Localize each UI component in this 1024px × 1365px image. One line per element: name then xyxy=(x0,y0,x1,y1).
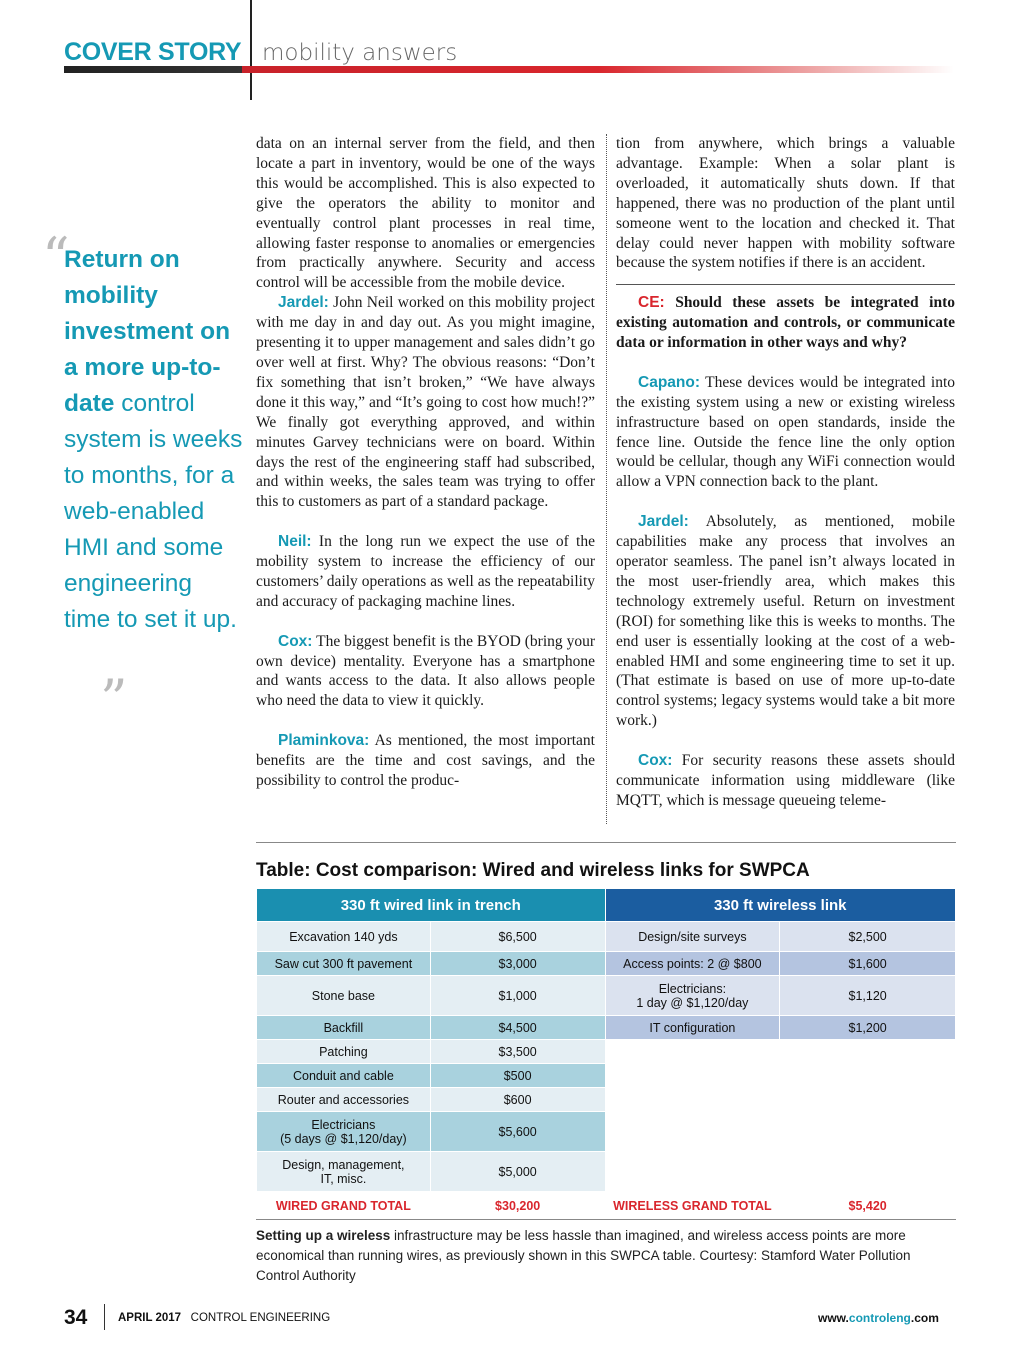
paragraph: Jardel: Absolutely, as mentioned, mobile capabilities make any process that involves an operator seamless. The panel isn’t always located in the most user-friendly area, which makes this technology extremely useful. Return on investment (ROI) for something like this is weeks to months. The end user is essentially looking at the cost of a web-enabled HMI and some engineering time to set it up. (That estimate is based on use of more up-to-date control systems; legacy systems would take a bit more work.) xyxy=(616,513,955,730)
empty-cell xyxy=(605,1088,780,1112)
speaker-name: Cox: xyxy=(638,752,673,770)
speaker-name: Neil: xyxy=(278,533,312,551)
wireless-total-label: WIRELESS GRAND TOTAL xyxy=(605,1192,780,1220)
speaker-name: Jardel: xyxy=(638,513,689,531)
cell: Conduit and cable xyxy=(257,1064,431,1088)
cell: $4,500 xyxy=(430,1016,605,1040)
footer-issue xyxy=(118,1312,330,1324)
paragraph: Neil: In the long run we expect the use of the mobility system to increase the efficiency of our customers’ daily operations as well as the repeatability and accuracy of packaging machine lines. xyxy=(256,533,595,610)
cell: $3,500 xyxy=(430,1040,605,1064)
cell: $5,000 xyxy=(430,1152,605,1192)
empty-cell xyxy=(780,1152,956,1192)
speaker-name: Jardel: xyxy=(278,294,329,312)
table-row xyxy=(257,922,956,952)
empty-cell xyxy=(780,1112,956,1152)
table-row xyxy=(257,1112,956,1152)
cell: Design/site surveys xyxy=(605,922,780,952)
cell: $1,120 xyxy=(780,976,956,1016)
header-wireless: 330 ft wireless link xyxy=(605,889,956,922)
wired-total-value: $30,200 xyxy=(430,1192,605,1220)
table-row xyxy=(257,976,956,1016)
speaker-name: Cox: xyxy=(278,632,313,650)
empty-cell xyxy=(780,1088,956,1112)
article-column-left xyxy=(256,134,595,791)
paragraph: Cox: For security reasons these assets should communicate information using middleware (like MQTT, which is message queueing teleme- xyxy=(616,752,955,809)
open-quote-icon: “ xyxy=(42,226,70,289)
empty-cell xyxy=(780,1064,956,1088)
table-row xyxy=(257,952,956,976)
table-total-row xyxy=(257,1192,956,1220)
table-row xyxy=(257,1064,956,1088)
question-rule xyxy=(616,284,955,285)
pull-quote xyxy=(64,242,244,638)
cell: $6,500 xyxy=(430,922,605,952)
wireless-total-value: $5,420 xyxy=(780,1192,956,1220)
header-vertical-rule xyxy=(250,0,252,100)
cell: Saw cut 300 ft pavement xyxy=(257,952,431,976)
cell: Electricians (5 days @ $1,120/day) xyxy=(257,1112,431,1152)
table-title: Table: Cost comparison: Wired and wireless links for SWPCA xyxy=(256,860,810,881)
header-color-bar xyxy=(64,66,954,73)
cell: $1,600 xyxy=(780,952,956,976)
cell: IT configuration xyxy=(605,1016,780,1040)
paragraph: data on an internal server from the field, and then locate a part in inventory, would be one of the ways this would be accomplished. This is also expected to give the operators the ability to monitor and eventually control plant processes in real time, allowing faster response to anomalies or emergencies from practically anywhere. Security and access control will be accessible from the mobile device. xyxy=(256,135,595,292)
page-number: 34 xyxy=(64,1306,88,1329)
table-header-row xyxy=(257,889,956,922)
section-label: COVER STORY xyxy=(64,38,242,66)
empty-cell xyxy=(605,1040,780,1064)
empty-cell xyxy=(605,1064,780,1088)
paragraph: Plaminkova: As mentioned, the most important benefits are the time and cost savings, and the possibility to control the produc- xyxy=(256,732,595,789)
table-rule xyxy=(256,842,956,843)
footer-divider xyxy=(104,1304,105,1330)
subsection-label: mobility answers xyxy=(262,40,458,66)
column-divider xyxy=(606,134,607,824)
cell: Patching xyxy=(257,1040,431,1064)
caption-lead: Setting up a wireless xyxy=(256,1228,391,1243)
paragraph: tion from anywhere, which brings a valuable advantage. Example: When a solar plant is overloaded, it automatically shuts down. If that happened, there was no production of the plant until someone went to the location and checked it. That delay could never happen with mobility software because the system notifies if there is an accident. xyxy=(616,135,955,272)
table-row xyxy=(257,1088,956,1112)
cell: Stone base xyxy=(257,976,431,1016)
cell: $1,200 xyxy=(780,1016,956,1040)
header-wired: 330 ft wired link in trench xyxy=(257,889,606,922)
caption-text: infrastructure may be less hassle than imagined, and wireless access points are more economical than running wires, as previously shown in this SWPCA table. Courtesy: Stamford Water Pollution Control Authority xyxy=(256,1228,911,1283)
cell: Router and accessories xyxy=(257,1088,431,1112)
cell: $500 xyxy=(430,1064,605,1088)
cell: $5,600 xyxy=(430,1112,605,1152)
speaker-name: CE: xyxy=(638,294,665,312)
cell: Electricians: 1 day @ $1,120/day xyxy=(605,976,780,1016)
cell: Design, management, IT, misc. xyxy=(257,1152,431,1192)
cell: $3,000 xyxy=(430,952,605,976)
speaker-name: Capano: xyxy=(638,373,700,391)
close-quote-icon: ” xyxy=(100,668,128,731)
empty-cell xyxy=(605,1152,780,1192)
footer-url[interactable]: www.controleng.com xyxy=(818,1311,939,1325)
publication-name: CONTROL ENGINEERING xyxy=(190,1312,331,1324)
pull-quote-regular: control system is weeks to months, for a web-enabled HMI and some engineering time to set it up. xyxy=(64,390,243,633)
cell: Excavation 140 yds xyxy=(257,922,431,952)
table-row xyxy=(257,1040,956,1064)
table-row xyxy=(257,1016,956,1040)
pull-quote-bold: Return on mobility investment on a more up-to-date xyxy=(64,246,231,417)
cell: Backfill xyxy=(257,1016,431,1040)
speaker-name: Plaminkova: xyxy=(278,732,370,750)
empty-cell xyxy=(605,1112,780,1152)
paragraph: Cox: The biggest benefit is the BYOD (bring your own device) mentality. Everyone has a smartphone and wants access to the data. It also allows people who need the data to view it quickly. xyxy=(256,632,595,710)
cell: $600 xyxy=(430,1088,605,1112)
cell: $1,000 xyxy=(430,976,605,1016)
issue-date: APRIL 2017 xyxy=(118,1312,182,1324)
paragraph: Jardel: John Neil worked on this mobility project with me day in and day out. As you might imagine, presenting it to upper management and sales didn’t go over well at first. Why? The obvious reasons: “Don’t fix something that isn’t broken,” “We have always done it this way,” and “It’s going to cost how much!?” We finally got everything approved, and within minutes Garvey technicians were on board. Within days the rest of the engineering staff had subscribed, and within weeks, the sales team was trying to offer this to customers as part of a standard package. xyxy=(256,294,595,511)
wired-total-label: WIRED GRAND TOTAL xyxy=(257,1192,431,1220)
cell: $2,500 xyxy=(780,922,956,952)
article-column-right xyxy=(616,134,955,811)
paragraph: Capano: These devices would be integrated into the existing system using a new or existing wireless infrastructure based on open standards, inside the fence line. Outside the fence line the only option would be cellular, though any WiFi connection would allow a VPN connection back to the plant. xyxy=(616,373,955,491)
question-paragraph: CE: Should these assets be integrated into existing automation and controls, or communicate data or information in other ways and why? xyxy=(616,294,955,352)
cost-comparison-table xyxy=(256,888,956,1220)
table-row xyxy=(257,1152,956,1192)
cell: Access points: 2 @ $800 xyxy=(605,952,780,976)
empty-cell xyxy=(780,1040,956,1064)
table-caption xyxy=(256,1226,956,1286)
